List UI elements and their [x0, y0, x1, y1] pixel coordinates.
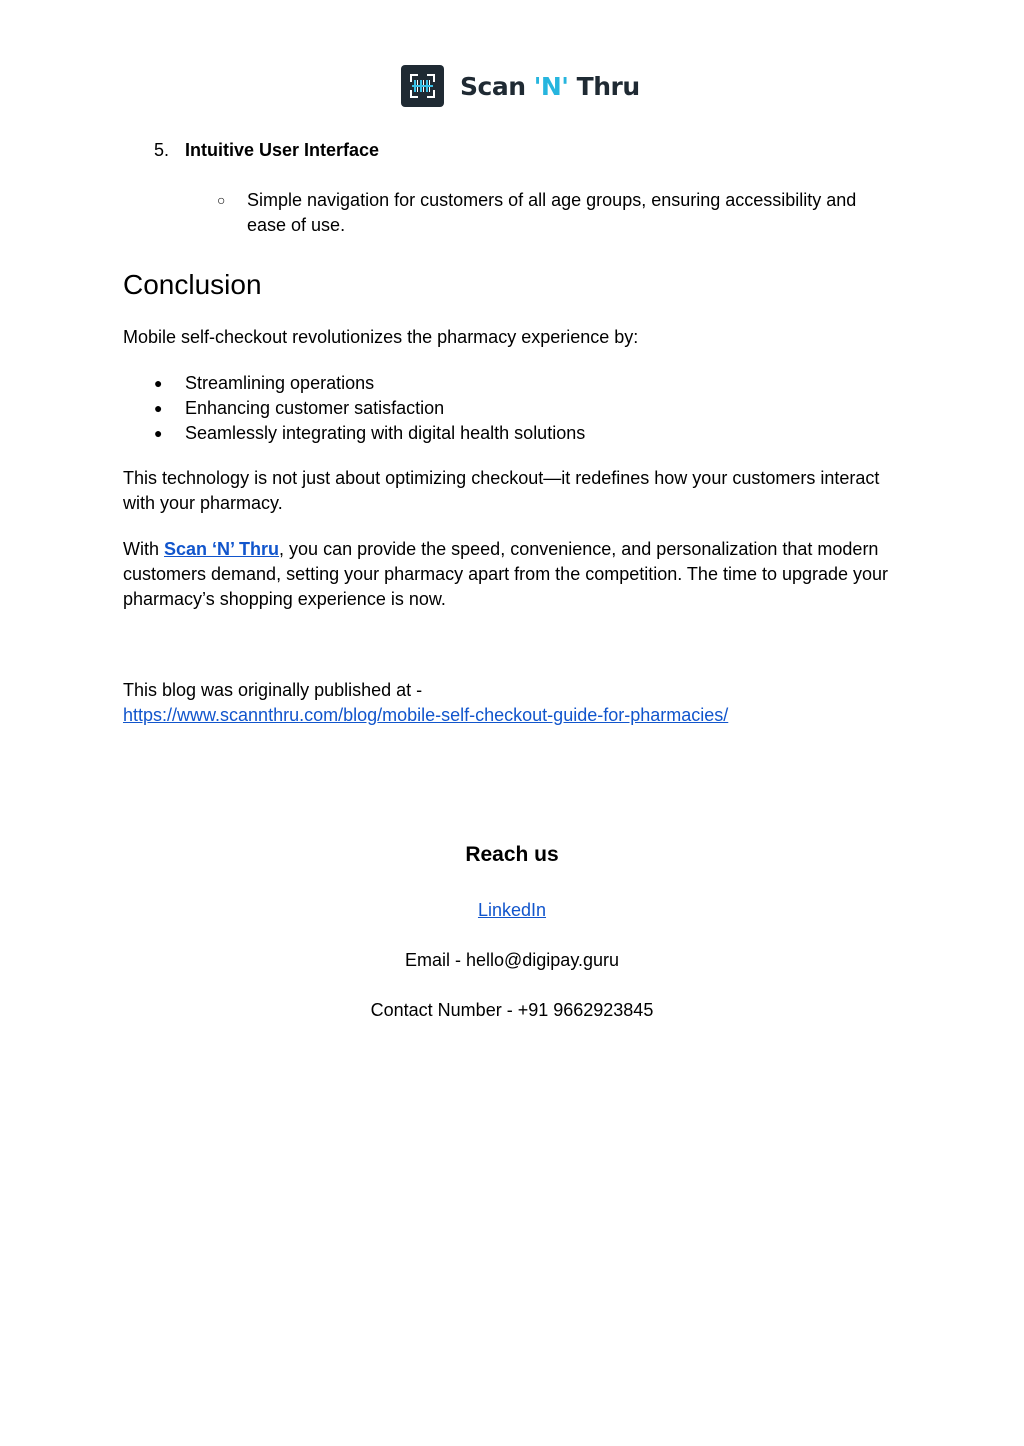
bullet-icon: ●: [154, 425, 163, 441]
list-item: ● Enhancing customer satisfaction: [154, 396, 585, 421]
scan-n-thru-paragraph: With Scan ‘N’ Thru, you can provide the speed, convenience, and personalization that modern customers demand, setting your pharmacy apart from the competition. The time to upgrade your pharmacy’s shopping experience is now.: [123, 539, 889, 609]
linkedin-link[interactable]: LinkedIn: [477, 900, 547, 920]
benefits-list: [154, 371, 585, 446]
brand-logo: [401, 65, 640, 107]
source-url-link[interactable]: https://www.scannthru.com/blog/mobile-self-checkout-guide-for-pharmacies/: [123, 705, 729, 725]
numbered-item-5: [154, 138, 379, 163]
hollow-bullet-icon: ○: [217, 192, 226, 208]
conclusion-intro: Mobile self-checkout revolutionizes the pharmacy experience by:: [123, 327, 639, 347]
scan-n-thru-link[interactable]: Scan ‘N’ Thru: [164, 539, 280, 559]
reach-us-heading: Reach us: [465, 843, 559, 866]
section-heading-conclusion: Conclusion: [123, 269, 262, 300]
bullet-icon: ●: [154, 375, 163, 391]
contact-phone: Contact Number - +91 9662923845: [370, 1000, 654, 1020]
brand-name: Scan 'N' Thru: [460, 71, 640, 101]
contact-email: Email - hello@digipay.guru: [404, 950, 620, 970]
item-title: Intuitive User Interface: [185, 140, 380, 160]
list-item: ● Seamlessly integrating with digital health solutions: [154, 421, 585, 446]
source-label: This blog was originally published at -: [123, 680, 423, 700]
sub-bullet-item: [217, 188, 897, 238]
item-number: 5.: [154, 140, 170, 160]
technology-paragraph: This technology is not just about optimizing checkout—it redefines how your customers interact with your pharmacy.: [123, 468, 880, 513]
barcode-scan-icon: [401, 65, 444, 107]
sub-bullet-text: Simple navigation for customers of all age groups, ensuring accessibility and ease of use.: [247, 190, 857, 235]
list-item: ● Streamlining operations: [154, 371, 585, 396]
bullet-icon: ●: [154, 400, 163, 416]
